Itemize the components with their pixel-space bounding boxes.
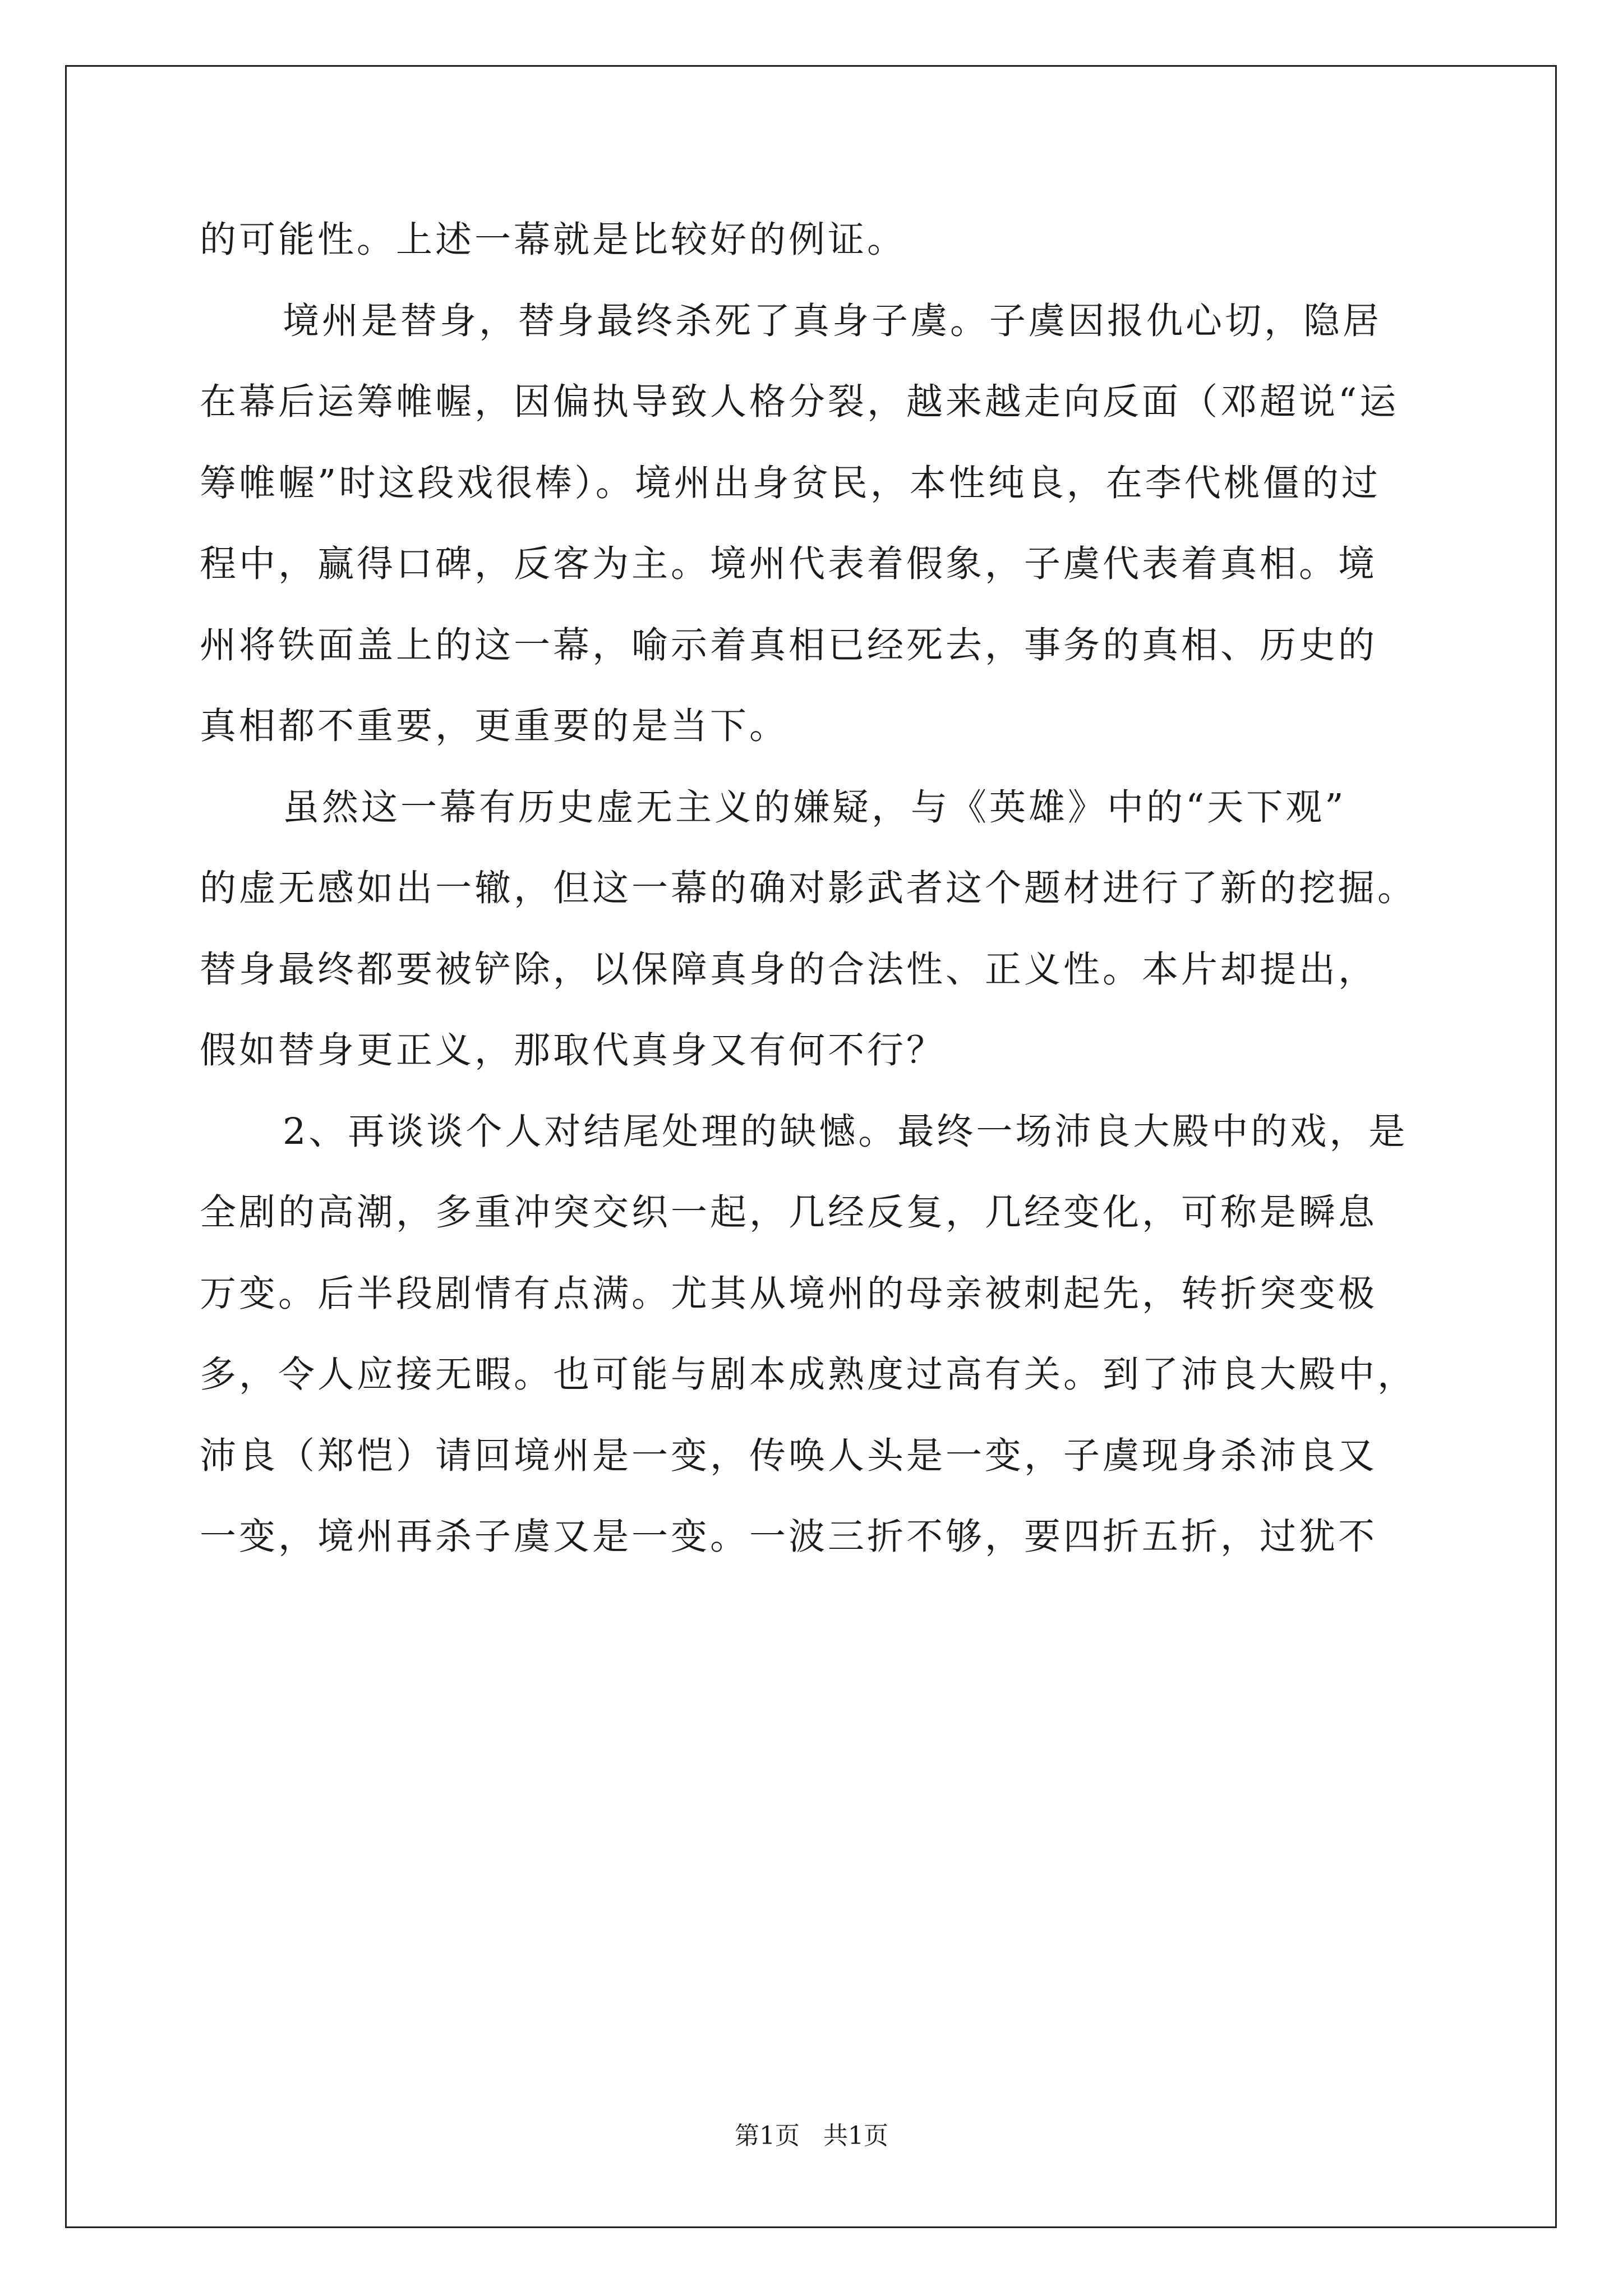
text-line: 万变。后半段剧情有点满。尤其从境州的母亲被刺起先，转折突变极 <box>200 1272 1378 1315</box>
text-line: 的虚无感如出一辙，但这一幕的确对影武者这个题材进行了新的挖掘。 <box>200 867 1417 909</box>
text-line: 的可能性。上述一幕就是比较好的例证。 <box>200 219 907 261</box>
text-line: 虽然这一幕有历史虚无主义的嫌疑，与《英雄》中的“天下观” <box>283 786 1347 829</box>
text-line: 境州是替身，替身最终杀死了真身子虞。子虞因报仇心切，隐居 <box>283 300 1382 342</box>
text-line: 程中，赢得口碑，反客为主。境州代表着假象，子虞代表着真相。境 <box>200 543 1378 585</box>
text-line: 2、再谈谈个人对结尾处理的缺憾。最终一场沛良大殿中的戏，是 <box>283 1110 1408 1153</box>
text-line: 在幕后运筹帷幄，因偏执导致人格分裂，越来越走向反面（邓超说“运 <box>200 381 1399 423</box>
text-line: 筹帷幄”时这段戏很棒）。境州出身贫民，本性纯良，在李代桃僵的过 <box>200 462 1381 504</box>
text-line: 多，令人应接无暇。也可能与剧本成熟度过高有关。到了沛良大殿中， <box>200 1354 1417 1396</box>
text-line: 一变，境州再杀子虞又是一变。一波三折不够，要四折五折，过犹不 <box>200 1516 1378 1558</box>
document-body <box>200 200 1433 1578</box>
text-line: 沛良（郑恺）请回境州是一变，传唤人头是一变，子虞现身杀沛良又 <box>200 1434 1378 1477</box>
text-line: 替身最终都要被铲除，以保障真身的合法性、正义性。本片却提出， <box>200 948 1378 991</box>
text-line: 州将铁面盖上的这一幕，喻示着真相已经死去，事务的真相、历史的 <box>200 624 1378 666</box>
page-number-footer: 第1页 共1页 <box>735 2122 888 2150</box>
text-line: 全剧的高潮，多重冲突交织一起，几经反复，几经变化，可称是瞬息 <box>200 1191 1378 1234</box>
text-line: 真相都不重要，更重要的是当下。 <box>200 705 789 747</box>
text-line: 假如替身更正义，那取代真身又有何不行？ <box>200 1029 946 1071</box>
